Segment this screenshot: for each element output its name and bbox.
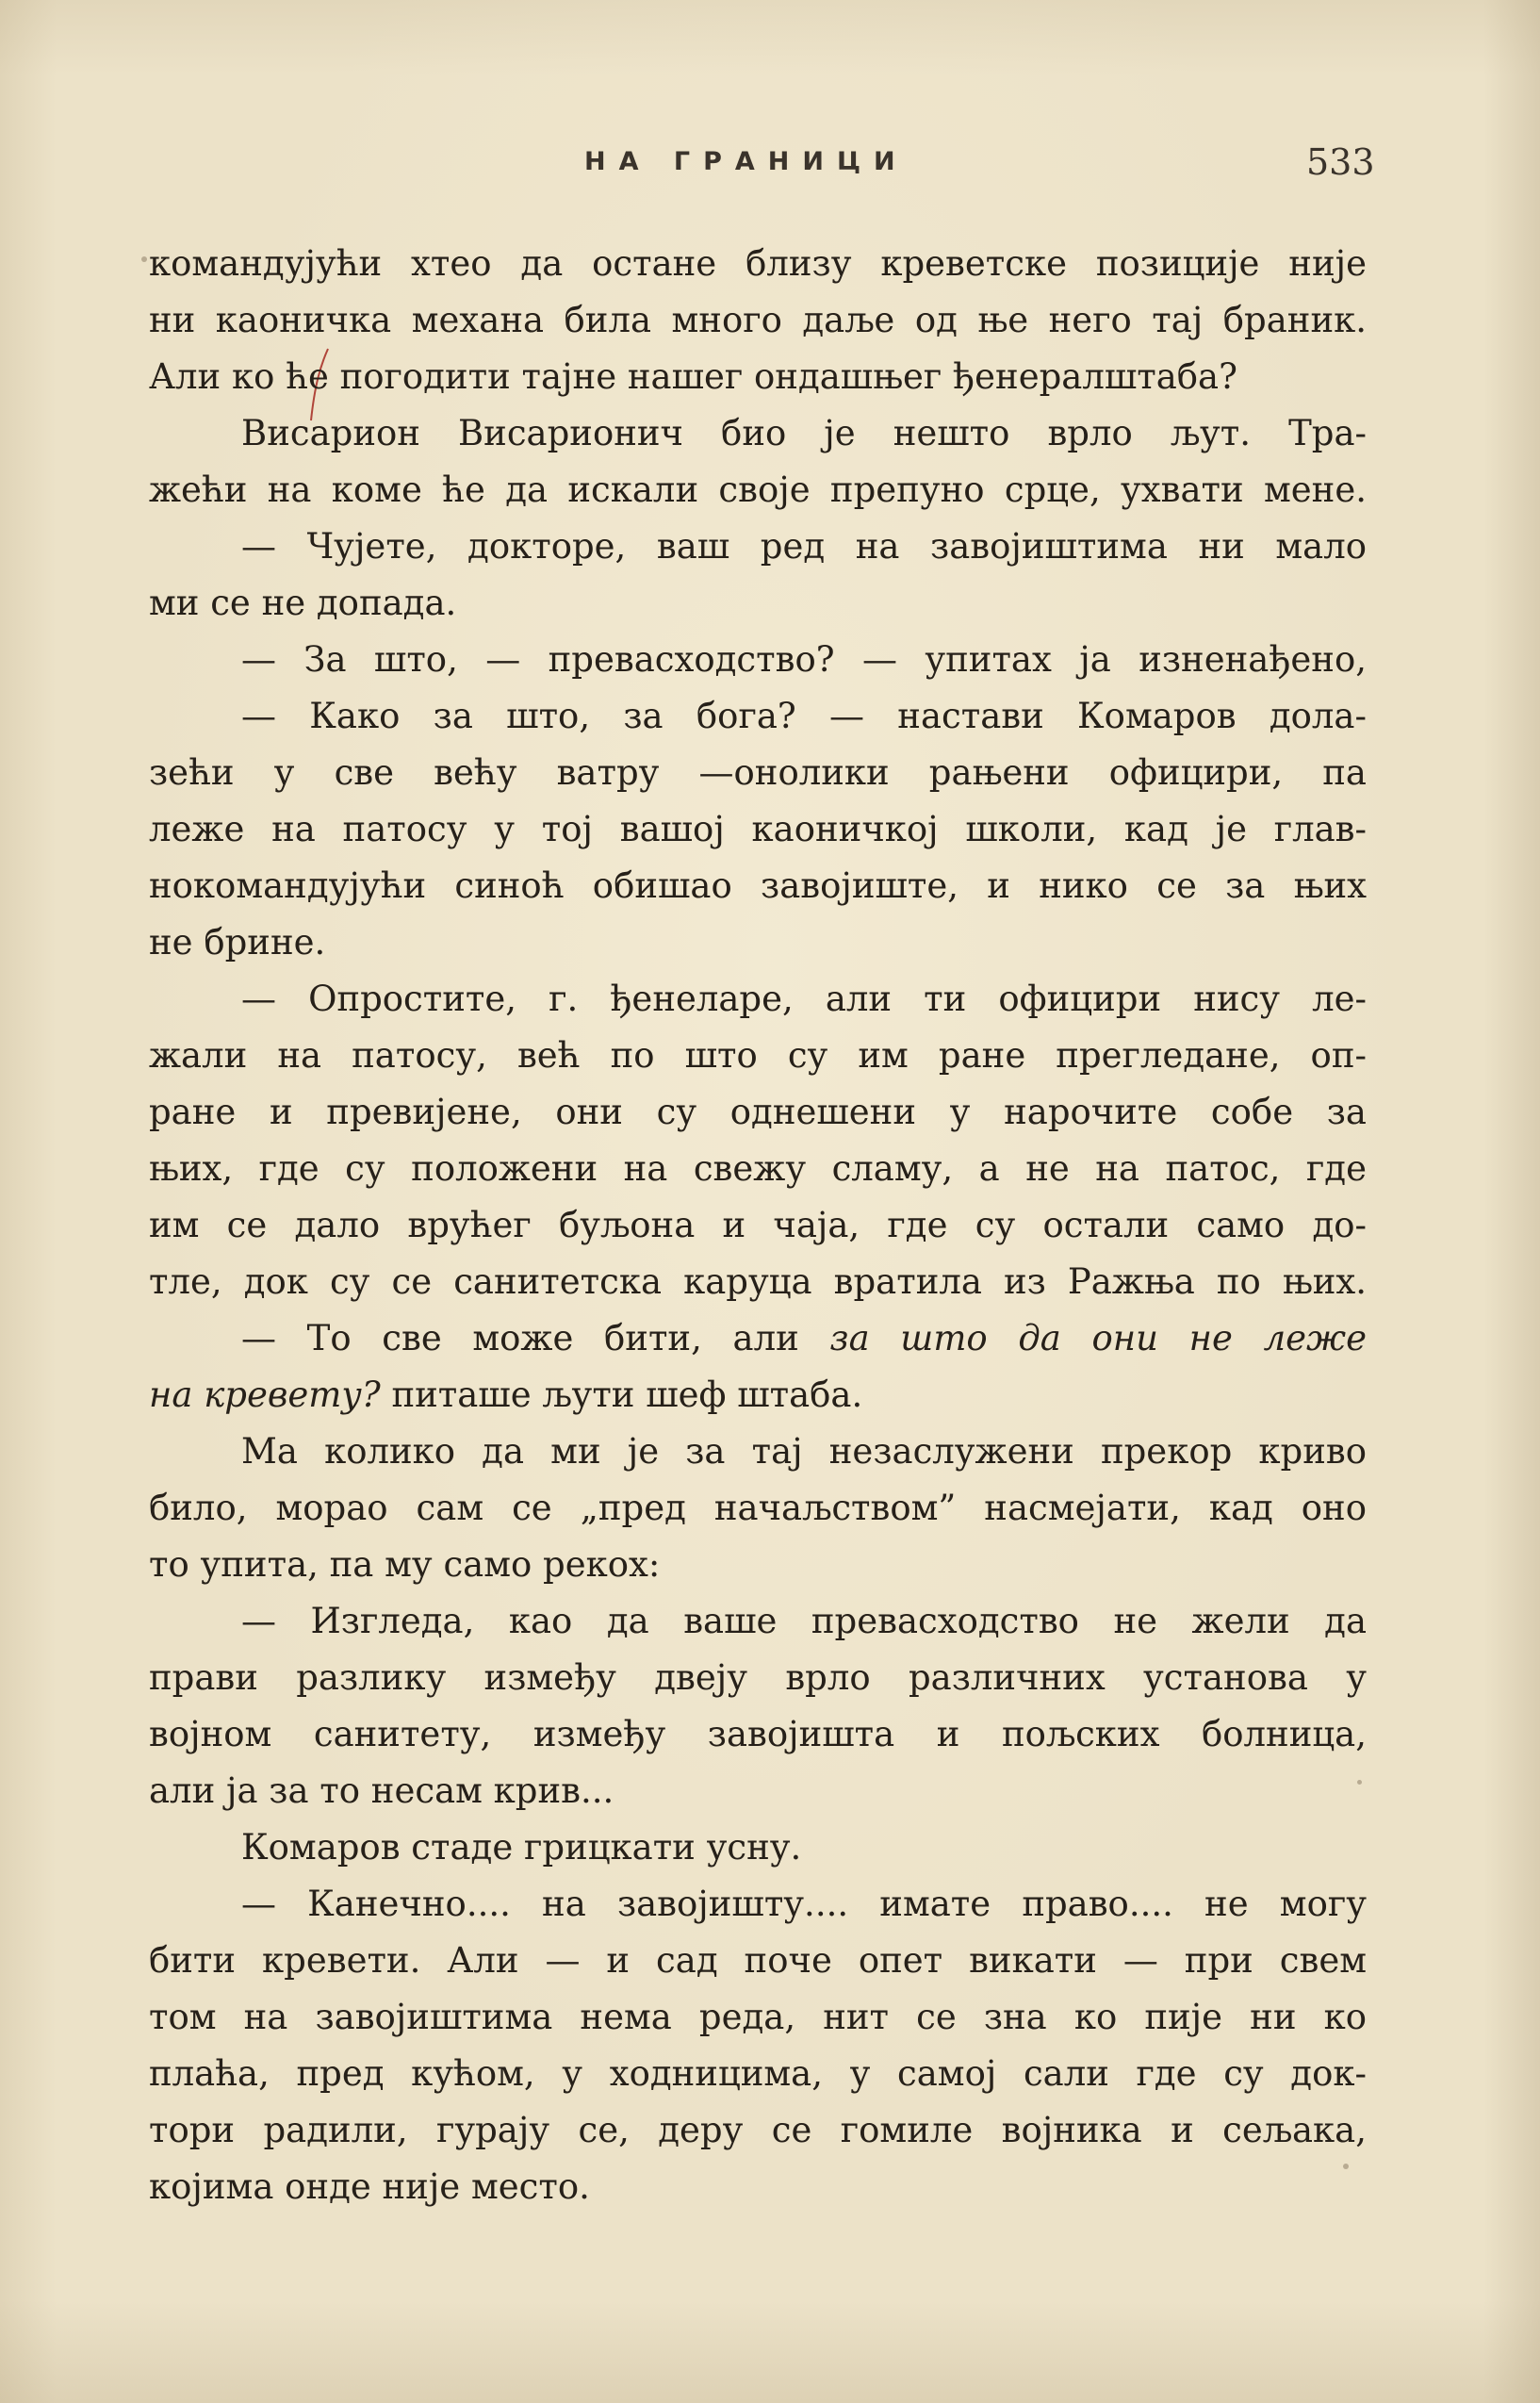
text-line [149,1933,1367,1989]
text-line [149,1084,1367,1141]
text-line [149,971,1367,1028]
text-line [149,1141,1367,1197]
text-line [149,1989,1367,2046]
line-text: али ја за то несам крив... [149,1770,614,1811]
line-text: им се дало врућег буљона и чаја, где су остали само до- [149,1205,1367,1245]
text-line [149,1593,1367,1650]
line-text: жали на патосу, већ по што су им ране прегледане, оп- [149,1035,1367,1076]
text-line [149,2159,1367,2215]
text-line [149,462,1367,518]
line-text: Ма колико да ми је за тај незаслужени прекор криво [241,1431,1367,1472]
text-line [149,292,1367,349]
line-text: командујући хтео да остане близу креветске позиције није [149,243,1367,284]
line-text: војном санитету, између завојишта и пољских болница, [149,1714,1367,1754]
line-text: — Како за што, за бога? — настави Комаров дола- [241,696,1367,736]
line-text: бити кревети. Али — и сад поче опет викати — при свем [149,1940,1367,1981]
line-text: питаше љути шеф штаба. [380,1374,863,1415]
body-text [149,236,1367,2215]
line-text: леже на патосу у тој вашој каоничкој школи, кад је глав- [149,809,1367,849]
text-line [149,801,1367,858]
page-number: 533 [1306,141,1375,183]
line-text: тори радили, гурају се, деру се гомиле војника и сељака, [149,2110,1367,2150]
text-line [149,1197,1367,1254]
line-text: жећи на коме ће да искали своје препуно срце, ухвати мене. [149,469,1367,510]
text-line [149,1424,1367,1480]
text-line [149,1537,1367,1593]
text-line [149,2046,1367,2102]
line-text: било, морао сам се „пред начаљством” насмејати, кад оно [149,1488,1367,1528]
text-line [149,858,1367,914]
line-text: прави разлику између двеју врло различних установа у [149,1657,1367,1698]
text-line [149,405,1367,462]
text-line [149,1254,1367,1310]
line-text: — То све може бити, али [241,1318,830,1358]
text-line [149,632,1367,688]
text-line [149,1480,1367,1537]
text-line [149,1706,1367,1763]
text-line [149,236,1367,292]
line-text: ми се не допада. [149,583,457,623]
line-text: њих, где су положени на свежу сламу, а не на патос, где [149,1148,1367,1189]
line-text: — За што, — превасходство? — упитах ја изненађено, [241,639,1367,680]
text-line [149,1028,1367,1084]
line-text: том на завојиштима нема реда, нит се зна ко пије ни ко [149,1997,1367,2037]
text-line [149,575,1367,632]
line-text: не брине. [149,922,326,963]
paper-speck [141,256,147,262]
text-line [149,745,1367,801]
running-title: НА ГРАНИЦИ [584,147,909,176]
line-text: зећи у све већу ватру —онолики рањени официри, па [149,752,1367,793]
text-line [149,518,1367,575]
line-text: нокомандујући синоћ обишао завојиште, и нико се за њих [149,865,1367,906]
line-text: ни каоничка механа била много даље од ње него тај браник. [149,300,1367,340]
running-head [0,141,1540,189]
text-line [149,914,1367,971]
line-text: — Канечно.... на завојишту.... имате право.... не могу [241,1884,1367,1924]
line-text: то упита, па му само рекох: [149,1544,661,1585]
line-text: којима онде није место. [149,2166,590,2207]
line-text: — Изгледа, као да ваше превасходство не жели да [241,1601,1367,1641]
text-line [149,2102,1367,2159]
line-text: ране и превијене, они су однешени у нарочите собе за [149,1092,1367,1132]
line-text: тле, док су се санитетска каруца вратила из Ражња по њих. [149,1261,1367,1302]
text-line [149,1876,1367,1933]
text-line [149,1310,1367,1367]
italic-text: на кревету? [149,1374,381,1415]
line-text: — Чујете, докторе, ваш ред на завојиштима ни мало [241,526,1367,567]
text-line [149,1763,1367,1819]
line-text: Али ко ће погодити тајне нашег ондашњег ђенералштаба? [149,356,1237,397]
line-text: Комаров стаде грицкати усну. [241,1827,802,1868]
text-line [149,1367,1367,1424]
text-line [149,1650,1367,1706]
line-text: плаћа, пред кућом, у ходницима, у самој сали где су док- [149,2053,1367,2094]
italic-text: за што да они не леже [829,1318,1367,1358]
line-text: — Опростите, г. ђенеларе, али ти официри нису ле- [241,979,1367,1019]
line-text: Висарион Висарионич био је нешто врло љут. Тра- [241,413,1367,453]
text-line [149,688,1367,745]
text-line [149,349,1367,405]
text-line [149,1819,1367,1876]
